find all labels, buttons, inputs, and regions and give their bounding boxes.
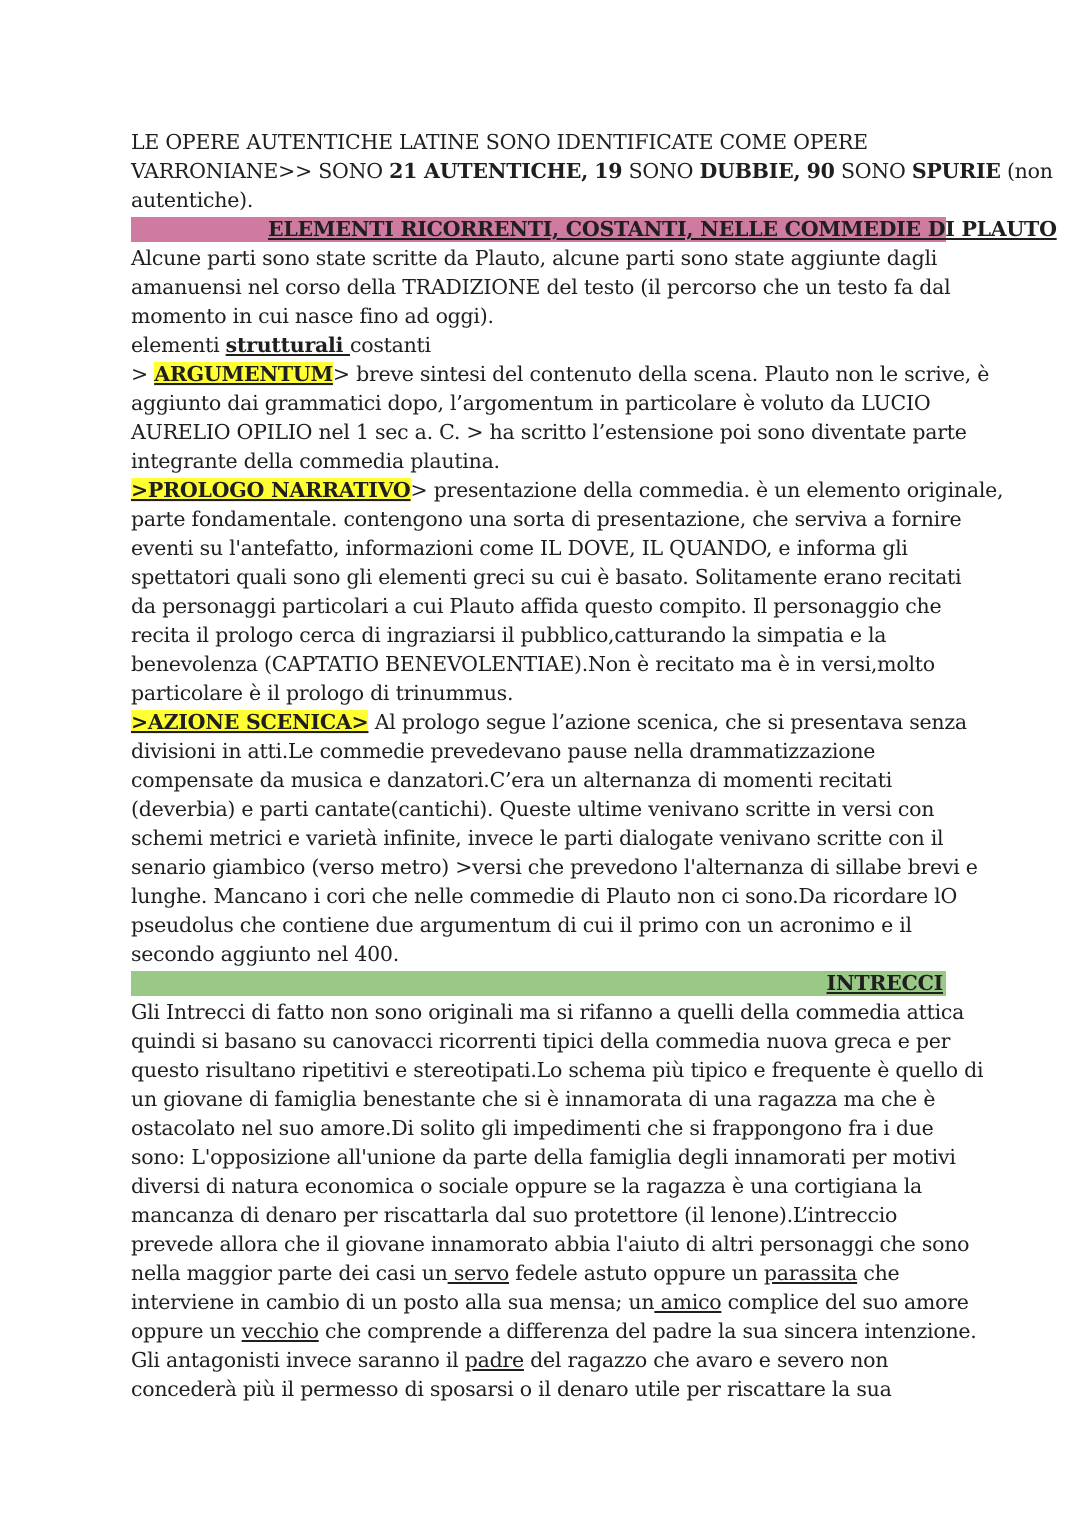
paragraph-line: benevolenza (CAPTATIO BENEVOLENTIAE).Non è recitato ma è in versi,molto [131,652,935,676]
paragraph-line: interviene in cambio di un posto alla sua mensa; un amico complice del suo amore [131,1290,969,1314]
paragraph-line: concederà più il permesso di sposarsi o il denaro utile per riscattare la sua [131,1377,892,1401]
paragraph-line: compensate da musica e danzatori.C’era un alternanza di momenti recitati [131,768,893,792]
intro-line-1: LE OPERE AUTENTICHE LATINE SONO IDENTIFICATE COME OPERE [131,130,868,154]
paragraph-line: mancanza di denaro per riscattarla dal suo protettore (il lenone).L’intreccio [131,1203,898,1227]
paragraph-line: integrante della commedia plautina. [131,449,500,473]
prologo-line: >PROLOGO NARRATIVO> presentazione della commedia. è un elemento originale, [131,478,1004,502]
paragraph-line: pseudolus che contiene due argumentum di cui il primo con un acronimo e il [131,913,912,937]
paragraph-line: aggiunto dai grammatici dopo, l’argomentum in particolare è voluto da LUCIO [131,391,931,415]
paragraph-line: (deverbia) e parti cantate(cantichi). Queste ultime venivano scritte in versi con [131,797,935,821]
underlined-servo: servo [447,1261,510,1285]
argumentum-keyword: ARGUMENTUM [154,362,333,386]
underlined-padre: padre [464,1348,524,1372]
paragraph-line: parte fondamentale. contengono una sorta di presentazione, che serviva a fornire [131,507,962,531]
paragraph-line: sono: L'opposizione all'unione da parte della famiglia degli innamorati per motivi [131,1145,956,1169]
intro-line-2: VARRONIANE>> SONO 21 AUTENTICHE, 19 SONO DUBBIE, 90 SONO SPURIE (non [131,159,1053,183]
paragraph-line: Gli antagonisti invece saranno il padre del ragazzo che avaro e severo non [131,1348,889,1372]
paragraph-line: diversi di natura economica o sociale oppure se la ragazza è una cortigiana la [131,1174,923,1198]
paragraph-line: momento in cui nasce fino ad oggi). [131,304,494,328]
paragraph-line: questo risultano ripetitivi e stereotipati.Lo schema più tipico e frequente è quello di [131,1058,984,1082]
paragraph-line: spettatori quali sono gli elementi greci su cui è basato. Solitamente erano recitati [131,565,962,589]
paragraph-line: oppure un vecchio che comprende a differenza del padre la sua sincera intenzione. [131,1319,977,1343]
paragraph-line: amanuensi nel corso della TRADIZIONE del testo (il percorso che un testo fa dal [131,275,951,299]
document-page [131,128,1057,1404]
paragraph-line: divisioni in atti.Le commedie prevedevano pause nella drammatizzazione [131,739,876,763]
intro-line-3: autentiche). [131,188,254,212]
paragraph-line: un giovane di famiglia benestante che si è innamorata di una ragazza ma che è [131,1087,936,1111]
paragraph-line: prevede allora che il giovane innamorato abbia l'aiuto di altri personaggi che sono [131,1232,970,1256]
paragraph-line: nella maggior parte dei casi un servo fedele astuto oppure un parassita che [131,1261,900,1285]
underlined-parassita: parassita [763,1261,858,1285]
paragraph-line: ostacolato nel suo amore.Di solito gli impedimenti che si frappongono fra i due [131,1116,934,1140]
paragraph-line: Gli Intrecci di fatto non sono originali ma si rifanno a quelli della commedia attica [131,1000,965,1024]
paragraph-line: recita il prologo cerca di ingraziarsi il pubblico,catturando la simpatia e la [131,623,887,647]
underlined-amico: amico [654,1290,722,1314]
paragraph-line: quindi si basano su canovacci ricorrenti tipici della commedia nuova greca e per [131,1029,951,1053]
paragraph-line: AURELIO OPILIO nel 1 sec a. C. > ha scritto l’estensione poi sono diventate parte [131,420,967,444]
paragraph-line: lunghe. Mancano i cori che nelle commedie di Plauto non ci sono.Da ricordare lO [131,884,957,908]
elementi-strutturali-line: elementi strutturali costanti [131,333,431,357]
paragraph-line: particolare è il prologo di trinummus. [131,681,514,705]
prologo-keyword: >PROLOGO NARRATIVO [131,478,411,502]
argumentum-line: > ARGUMENTUM> breve sintesi del contenuto della scena. Plauto non le scrive, è [131,362,990,386]
paragraph-line: schemi metrici e varietà infinite, invece le parti dialogate venivano scritte con il [131,826,944,850]
paragraph-line: da personaggi particolari a cui Plauto affida questo compito. Il personaggio che [131,594,942,618]
paragraph-line: eventi su l'antefatto, informazioni come IL DOVE, IL QUANDO, e informa gli [131,536,908,560]
section-heading-intrecci: INTRECCI [131,971,946,996]
paragraph-line: secondo aggiunto nel 400. [131,942,399,966]
paragraph-line: senario giambico (verso metro) >versi che prevedono l'alternanza di sillabe brevi e [131,855,978,879]
underlined-vecchio: vecchio [241,1319,319,1343]
section-heading-elementi: ELEMENTI RICORRENTI, COSTANTI, NELLE COMMEDIE DI PLAUTO [131,217,946,242]
paragraph-line: Alcune parti sono state scritte da Plauto, alcune parti sono state aggiunte dagli [131,246,938,270]
azione-scenica-keyword: >AZIONE SCENICA> [131,710,369,734]
azione-scenica-line: >AZIONE SCENICA> Al prologo segue l’azione scenica, che si presentava senza [131,710,967,734]
